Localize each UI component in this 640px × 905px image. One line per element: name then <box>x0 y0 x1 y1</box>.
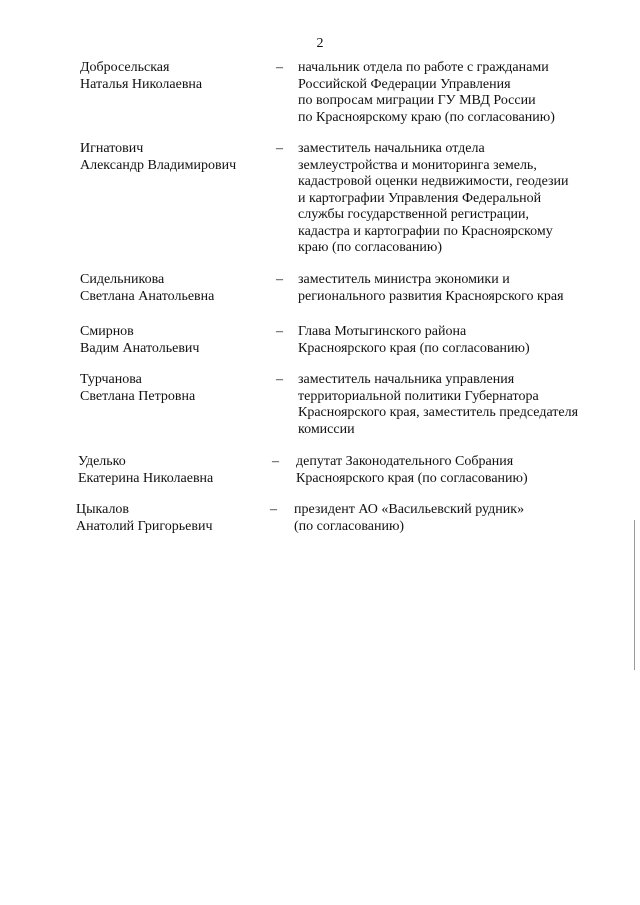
position-line: кадастра и картографии по Красноярскому <box>298 223 553 239</box>
position-line: президент АО «Васильевский рудник» <box>294 502 525 517</box>
position-line: (по согласованию) <box>294 518 405 534</box>
member-name <box>80 60 260 93</box>
dash-separator: – <box>270 502 277 517</box>
member-name <box>80 272 260 305</box>
commission-member-entry <box>0 502 640 622</box>
position-line: Российской Федерации Управления <box>298 76 511 92</box>
dash-separator: – <box>276 324 283 339</box>
position-line: Красноярского края (по согласованию) <box>298 340 530 356</box>
scan-edge-line <box>634 520 635 670</box>
member-position <box>296 454 616 487</box>
member-position <box>298 372 618 438</box>
dash-separator: – <box>276 141 283 156</box>
position-line: землеустройства и мониторинга земель, <box>298 157 537 173</box>
member-name <box>78 454 258 487</box>
member-name <box>80 372 260 405</box>
dash-separator: – <box>272 454 279 469</box>
member-surname: Добросельская <box>80 60 170 75</box>
position-line: и картографии Управления Федеральной <box>298 190 542 206</box>
position-line: по вопросам миграции ГУ МВД России <box>298 93 536 108</box>
member-name <box>80 324 260 357</box>
member-position <box>298 272 618 305</box>
member-given-names: Наталья Николаевна <box>80 76 203 92</box>
dash-separator: – <box>276 372 283 387</box>
member-position <box>298 141 618 257</box>
position-line: депутат Законодательного Собрания <box>296 454 514 469</box>
commission-member-entry <box>0 141 640 261</box>
dash-separator: – <box>276 60 283 75</box>
position-line: Красноярского края (по согласованию) <box>296 470 528 486</box>
member-position <box>298 324 618 357</box>
position-line: регионального развития Красноярского края <box>298 288 564 304</box>
position-line: службы государственной регистрации, <box>298 207 529 222</box>
member-surname: Турчанова <box>80 372 142 387</box>
member-given-names: Александр Владимирович <box>80 157 237 173</box>
member-given-names: Анатолий Григорьевич <box>76 518 213 534</box>
position-line: заместитель министра экономики и <box>298 272 510 287</box>
member-name <box>80 141 260 174</box>
member-given-names: Светлана Анатольевна <box>80 288 215 304</box>
member-position <box>298 60 618 126</box>
member-surname: Сидельникова <box>80 272 165 287</box>
position-line: комиссии <box>298 421 355 437</box>
member-given-names: Вадим Анатольевич <box>80 340 200 356</box>
member-surname: Цыкалов <box>76 502 130 517</box>
member-name <box>76 502 256 535</box>
position-line: заместитель начальника отдела <box>298 141 485 156</box>
member-surname: Игнатович <box>80 141 144 156</box>
position-line: территориальной политики Губернатора <box>298 388 539 404</box>
position-line: по Красноярскому краю (по согласованию) <box>298 109 555 125</box>
position-line: начальник отдела по работе с гражданами <box>298 60 549 75</box>
page-number: 2 <box>316 36 324 51</box>
dash-separator: – <box>276 272 283 287</box>
position-line: кадастровой оценки недвижимости, геодезии <box>298 174 569 189</box>
position-line: краю (по согласованию) <box>298 240 443 255</box>
position-line: Глава Мотыгинского района <box>298 324 467 339</box>
member-surname: Смирнов <box>80 324 134 339</box>
position-line: заместитель начальника управления <box>298 372 515 387</box>
member-surname: Уделько <box>78 454 126 469</box>
member-given-names: Светлана Петровна <box>80 388 196 404</box>
member-position <box>294 502 614 535</box>
position-line: Красноярского края, заместитель председателя <box>298 405 579 420</box>
member-given-names: Екатерина Николаевна <box>78 470 214 486</box>
